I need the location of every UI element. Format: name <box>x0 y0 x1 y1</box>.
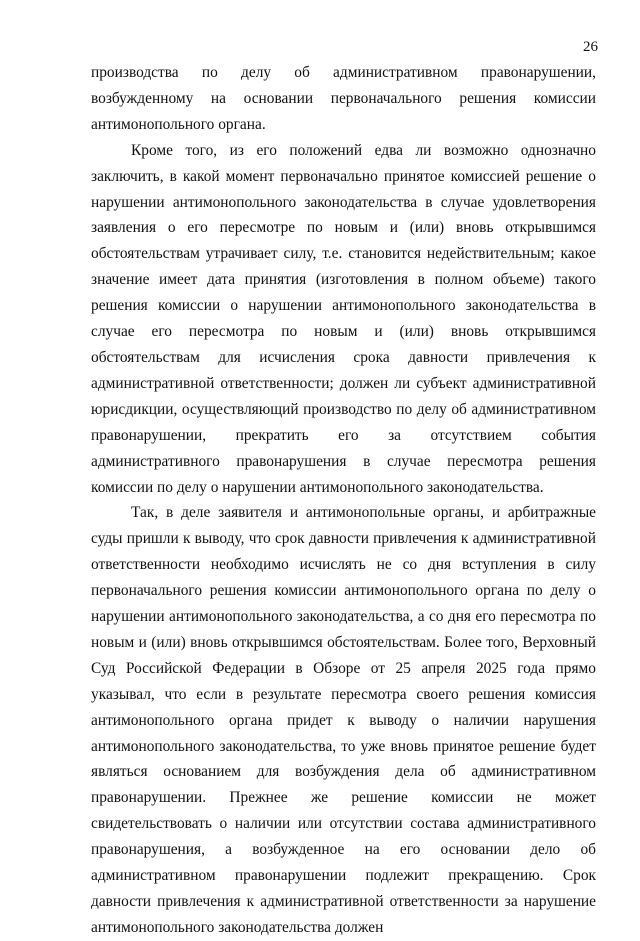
document-body <box>91 60 596 941</box>
paragraph: Так, в деле заявителя и антимонопольные органы, и арбитражные суды пришли к выводу, что срок давности привлечения к административной ответственности необходимо исчислять не со дня вступления в силу первоначального решения комиссии антимонопольного органа по делу о нарушении антимонопольного законодательства, а со дня его пересмотра по новым и (или) вновь открывшимся обстоятельствам. Более того, Верховный Суд Российской Федерации в Обзоре от 25 апреля 2025 года прямо указывал, что если в результате пересмотра своего решения комиссия антимонопольного органа придет к выводу о наличии нарушения антимонопольного законодательства, то уже вновь принятое решение будет являться основанием для возбуждения дела об административном правонарушении. Прежнее же решение комиссии не может свидетельствовать о наличии или отсутствии состава административного правонарушения, а возбужденное на его основании дело об административном правонарушении подлежит прекращению. Срок давности привлечения к административной ответственности за нарушение антимонопольного законодательства должен <box>91 504 596 936</box>
paragraph: Кроме того, из его положений едва ли возможно однозначно заключить, в какой момент первоначально принятое комиссией решение о нарушении антимонопольного законодательства в случае удовлетворения заявления о его пересмотре по новым и (или) вновь открывшимся обстоятельствам утрачивает силу, т.е. становится недействительным; какое значение имеет дата принятия (изготовления в полном объеме) такого решения комиссии о нарушении антимонопольного законодательства в случае его пересмотра по новым и (или) вновь открывшимся обстоятельствам для исчисления срока давности привлечения к административной ответственности; должен ли субъект административной юрисдикции, осуществляющий производство по делу об административном правонарушении, прекратить его за отсутствием события административного правонарушения в случае пересмотра решения комиссии по делу о нарушении антимонопольного законодательства. <box>91 141 596 496</box>
paragraph-continuation: производства по делу об административном правонарушении, возбужденному на основании первоначального решения комиссии антимонопольного органа. <box>91 64 596 133</box>
page-number: 26 <box>583 39 598 55</box>
